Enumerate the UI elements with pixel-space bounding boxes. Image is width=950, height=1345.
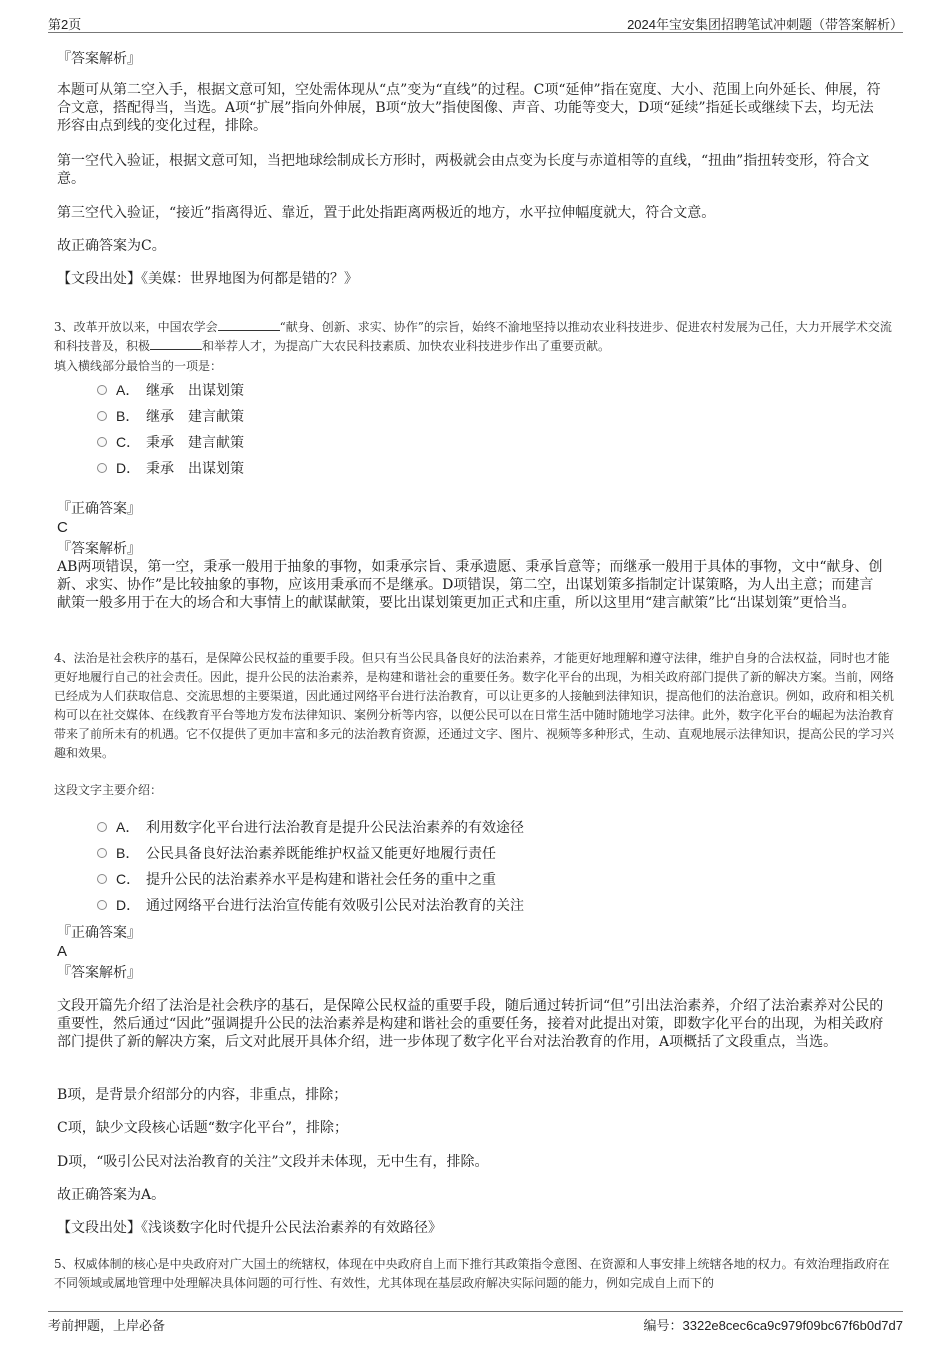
q3-analysis-label: 『答案解析』 — [57, 541, 141, 557]
radio-icon[interactable] — [97, 822, 107, 832]
q4-analysis-b: B项，是背景介绍部分的内容，非重点，排除； — [57, 1087, 348, 1103]
q3-option-d[interactable] — [97, 459, 244, 478]
q3-analysis: AB两项错误，第一空，秉承一般用于抽象的事物，如秉承宗旨、秉承遗愿、秉承旨意等；而继承一般用于具体的事物，文中“献身、创新、求实、协作”是比较抽象的事物，应该用秉承而不是继承。D项错误，第二空，出谋划策多指制定计谋策略，为人出主意；而建言献策一般多用于在大的场合和大事情上的献谋献策，要比出谋划策更加正式和庄重，所以这里用“建言献策”比“出谋划策”更恰当。 — [57, 559, 883, 611]
option-letter: D． — [116, 897, 141, 913]
q4-option-b[interactable] — [97, 844, 496, 863]
document-title: 2024年宝安集团招聘笔试冲刺题（带答案解析） — [627, 17, 903, 32]
q4-source: 【文段出处】《浅谈数字化时代提升公民法治素养的有效路径》 — [57, 1220, 442, 1236]
radio-icon[interactable] — [97, 900, 107, 910]
option-text: 秉承 出谋划策 — [146, 461, 244, 477]
q4-prompt: 这段文字主要介绍： — [54, 783, 163, 797]
page-footer — [48, 1311, 903, 1333]
q3-answer: C — [57, 519, 68, 536]
q2-conclusion: 故正确答案为C。 — [57, 238, 166, 254]
q3-prompt: 填入横线部分最恰当的一项是： — [54, 359, 223, 373]
q3-stem-part1: 3、改革开放以来，中国农学会 — [54, 320, 218, 334]
option-text: 继承 出谋划策 — [146, 383, 244, 399]
q4-analysis: 文段开篇先介绍了法治是社会秩序的基石，是保障公民权益的重要手段，随后通过转折词“但”引出法治素养，介绍了法治素养对公民的重要性，然后通过“因此”强调提升公民的法治素养是构建和谐社会的重要任务，接着对此提出对策，即数字化平台的出现，为相关政府部门提供了新的解决方案，后文对此展开具体介绍，进一步体现了数字化平台对法治教育的作用，A项概括了文段重点，当选。 — [57, 998, 884, 1050]
radio-icon[interactable] — [97, 463, 107, 473]
q3-answer-label: 『正确答案』 — [57, 501, 141, 517]
page-number: 第2页 — [48, 17, 82, 32]
option-text: 秉承 建言献策 — [146, 435, 244, 451]
q3-blank-1 — [218, 318, 280, 331]
q3-option-a[interactable] — [97, 381, 244, 400]
option-letter: C． — [116, 434, 141, 450]
q4-conclusion: 故正确答案为A。 — [57, 1187, 166, 1203]
footer-code — [644, 1315, 904, 1334]
q4-answer-label: 『正确答案』 — [57, 925, 141, 941]
q3-stem-part2: “献身、创新、求实、协作”的宗旨，始终不渝地坚持以推动农业科技进步、促进农村发展为己任，大力开展学术交流和科技普及，积极 — [54, 320, 892, 353]
q4-stem: 4、法治是社会秩序的基石，是保障公民权益的重要手段。但只有当公民具备良好的法治素养，才能更好地理解和遵守法律，维护自身的合法权益，同时也才能更好地履行自己的社会责任。因此，提升公民的法治素养，是构建和谐社会的重要任务。数字化平台的出现，为相关政府部门提供了新的解决方案。当前，网络已经成为人们获取信息、交流思想的主要渠道，因此通过网络平台进行法治教育，可以让更多的人接触到法律知识，提高他们的法治意识。例如，政府和相关机构可以在社交媒体、在线教育平台等地方发布法律知识、案例分析等内容，以便公民可以在日常生活中随时随地学习法律。此外，数字化平台的崛起为法治教育带来了前所未有的机遇。它不仅提供了更加丰富和多元的法治教育资源，还通过文字、图片、视频等多种形式，生动、直观地展示法律知识，提高公民的学习兴趣和效果。 — [54, 651, 895, 760]
option-text: 利用数字化平台进行法治教育是提升公民法治素养的有效途径 — [146, 820, 524, 836]
q3-stem — [54, 318, 894, 356]
option-letter: B． — [116, 845, 140, 861]
q4-answer: A — [57, 943, 68, 960]
q4-option-c[interactable] — [97, 870, 496, 889]
q5-stem: 5、权威体制的核心是中央政府对广大国土的统辖权，体现在中央政府自上而下推行其政策指令意图、在资源和人事安排上统辖各地的权力。有效治理指政府在不同领域或属地管理中处理解决具体问题的可行性、有效性，尤其体现在基层政府解决实际问题的能力，例如完成自上而下的 — [54, 1257, 890, 1290]
option-letter: B． — [116, 408, 140, 424]
q2-source: 【文段出处】《美媒：世界地图为何都是错的？》 — [57, 271, 358, 287]
radio-icon[interactable] — [97, 385, 107, 395]
q3-blank-2 — [150, 337, 202, 350]
q3-option-c[interactable] — [97, 433, 244, 452]
q4-analysis-d: D项，“吸引公民对法治教育的关注”文段并未体现，无中生有，排除。 — [57, 1154, 489, 1170]
q2-analysis-label: 『答案解析』 — [57, 51, 141, 67]
option-text: 通过网络平台进行法治宣传能有效吸引公民对法治教育的关注 — [146, 898, 524, 914]
option-letter: A． — [116, 819, 140, 835]
option-letter: A． — [116, 382, 140, 398]
option-letter: C． — [116, 871, 141, 887]
radio-icon[interactable] — [97, 411, 107, 421]
q4-analysis-c: C项，缺少文段核心话题“数字化平台”，排除； — [57, 1120, 349, 1136]
page-header — [48, 14, 903, 33]
radio-icon[interactable] — [97, 874, 107, 884]
footer-code-label: 编号： — [643, 1318, 683, 1333]
radio-icon[interactable] — [97, 437, 107, 447]
q2-analysis-para3: 第三空代入验证，“接近”指离得近、靠近，置于此处指距离两极近的地方，水平拉伸幅度就大，符合文意。 — [57, 205, 716, 221]
footer-code-value: 3322e8cec6ca9c979f09bc67f6b0d7d7 — [682, 1318, 903, 1333]
q3-option-b[interactable] — [97, 407, 244, 426]
radio-icon[interactable] — [97, 848, 107, 858]
q2-analysis-para2: 第一空代入验证，根据文意可知，当把地球绘制成长方形时，两极就会由点变为长度与赤道相等的直线，“扭曲”指扭转变形，符合文意。 — [57, 153, 870, 187]
option-text: 提升公民的法治素养水平是构建和谐社会任务的重中之重 — [146, 872, 496, 888]
q4-option-a[interactable] — [97, 818, 524, 837]
option-letter: D． — [116, 460, 141, 476]
footer-slogan: 考前押题，上岸必备 — [48, 1318, 166, 1333]
q4-analysis-label: 『答案解析』 — [57, 965, 141, 981]
option-text: 公民具备良好法治素养既能维护权益又能更好地履行责任 — [146, 846, 496, 862]
option-text: 继承 建言献策 — [146, 409, 244, 425]
q4-option-d[interactable] — [97, 896, 524, 915]
q2-analysis-para1: 本题可从第二空入手，根据文意可知，空处需体现从“点”变为“直线”的过程。C项“延伸”指在宽度、大小、范围上向外延长、伸展，符合文意，搭配得当，当选。A项“扩展”指向外伸展，B项“放大”指使图像、声音、功能等变大，D项“延续”指延长或继续下去，均无法形容由点到线的变化过程，排除。 — [57, 82, 881, 134]
q3-stem-part3: 和举荐人才，为提高广大农民科技素质、加快农业科技进步作出了重要贡献。 — [202, 339, 611, 353]
